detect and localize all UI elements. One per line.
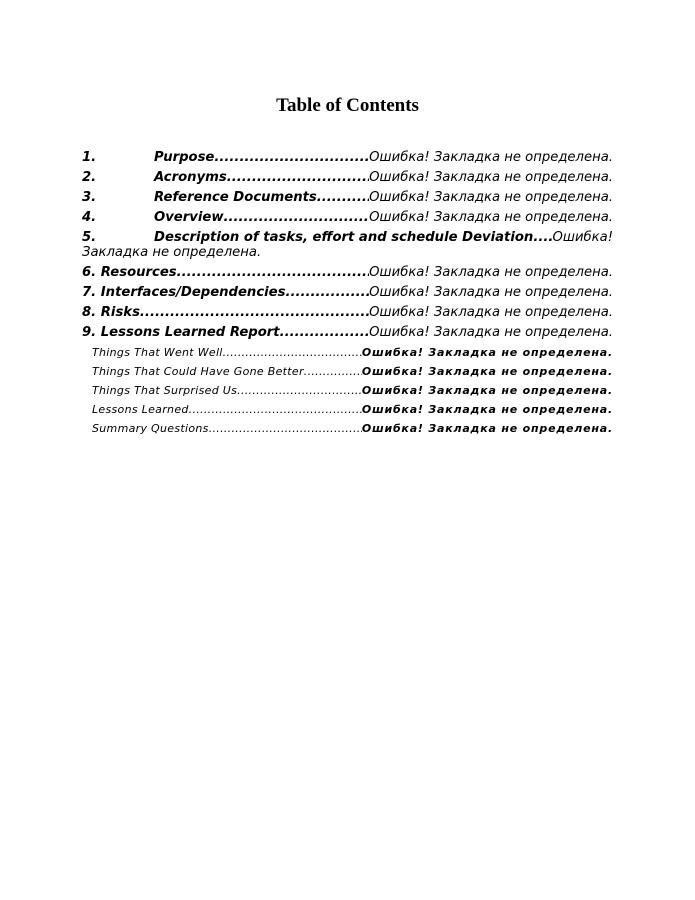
dot-leader [285, 283, 369, 303]
toc-entry-number: 2. [82, 170, 97, 185]
toc-entry-overview[interactable] [82, 208, 613, 228]
toc-subentry-summary-questions[interactable] [82, 419, 613, 438]
toc-entry-label: Description of tasks, effort and schedule Deviation [154, 230, 534, 245]
toc-subentry-page-ref: Ошибка! Закладка не определена. [361, 384, 613, 397]
toc-entry-description-of-tasks[interactable] [82, 228, 613, 263]
dot-leader [237, 381, 362, 400]
toc-subentry-page-ref: Ошибка! Закладка не определена. [361, 403, 613, 416]
toc-entry-page-ref-continued: Закладка не определена. [82, 245, 262, 260]
toc-entry-page-ref: Ошибка! [552, 230, 613, 245]
toc-subentry-label: Things That Went Well [92, 346, 223, 359]
dot-leader [533, 230, 552, 245]
toc-entry-lessons-learned-report[interactable] [82, 323, 613, 343]
dot-leader [214, 148, 369, 168]
toc-subentry-page-ref: Ошибка! Закладка не определена. [361, 422, 613, 435]
toc-entry-label: Reference Documents [154, 190, 317, 205]
toc-subentry-things-that-went-well[interactable] [82, 343, 613, 362]
dot-leader [317, 188, 369, 208]
toc-subentry-page-ref: Ошибка! Закладка не определена. [361, 346, 613, 359]
toc-entry-number: 4. [82, 210, 97, 225]
dot-leader [177, 263, 370, 283]
toc-entry-risks[interactable] [82, 303, 613, 323]
toc-entry-page-ref: Ошибка! Закладка не определена. [369, 170, 613, 185]
toc-entry-purpose[interactable] [82, 148, 613, 168]
dot-leader [224, 208, 370, 228]
toc-entry-number: 1. [82, 150, 97, 165]
toc-entry-label: Purpose [154, 150, 215, 165]
toc-subentry-label: Lessons Learned [92, 403, 189, 416]
toc-entry-reference-documents[interactable] [82, 188, 613, 208]
toc-entry-label: 6. Resources [82, 265, 177, 280]
toc-entry-label: 7. Interfaces/Dependencies [82, 285, 286, 300]
toc-entry-page-ref: Ошибка! Закладка не определена. [369, 285, 613, 300]
toc-entry-page-ref: Ошибка! Закладка не определена. [369, 150, 613, 165]
dot-leader [223, 343, 362, 362]
toc-title: Table of Contents [276, 95, 419, 116]
toc-subentry-things-that-could-have-gone-better[interactable] [82, 362, 613, 381]
toc-entry-label: 8. Risks [82, 305, 140, 320]
dot-leader [280, 323, 370, 343]
toc-entry-number: 3. [82, 190, 97, 205]
toc-entry-page-ref: Ошибка! Закладка не определена. [369, 325, 613, 340]
toc-entry-label: Acronyms [154, 170, 227, 185]
toc-entry-label: Overview [154, 210, 224, 225]
table-of-contents [82, 148, 613, 438]
toc-entry-page-ref: Ошибка! Закладка не определена. [369, 305, 613, 320]
dot-leader [189, 400, 362, 419]
toc-subentry-label: Summary Questions [92, 422, 209, 435]
toc-subentry-label: Things That Surprised Us [92, 384, 238, 397]
dot-leader [304, 362, 362, 381]
toc-entry-number: 5. [82, 230, 97, 245]
dot-leader [140, 303, 369, 323]
toc-subentry-things-that-surprised-us[interactable] [82, 381, 613, 400]
toc-entry-page-ref: Ошибка! Закладка не определена. [369, 265, 613, 280]
toc-subentry-label: Things That Could Have Gone Better [92, 365, 304, 378]
toc-subentry-lessons-learned[interactable] [82, 400, 613, 419]
toc-subentry-page-ref: Ошибка! Закладка не определена. [361, 365, 613, 378]
toc-entry-label: 9. Lessons Learned Report [82, 325, 280, 340]
toc-entry-page-ref: Ошибка! Закладка не определена. [369, 210, 613, 225]
toc-entry-interfaces-dependencies[interactable] [82, 283, 613, 303]
dot-leader [209, 419, 362, 438]
toc-entry-resources[interactable] [82, 263, 613, 283]
toc-entry-acronyms[interactable] [82, 168, 613, 188]
toc-entry-page-ref: Ошибка! Закладка не определена. [369, 190, 613, 205]
dot-leader [227, 168, 369, 188]
